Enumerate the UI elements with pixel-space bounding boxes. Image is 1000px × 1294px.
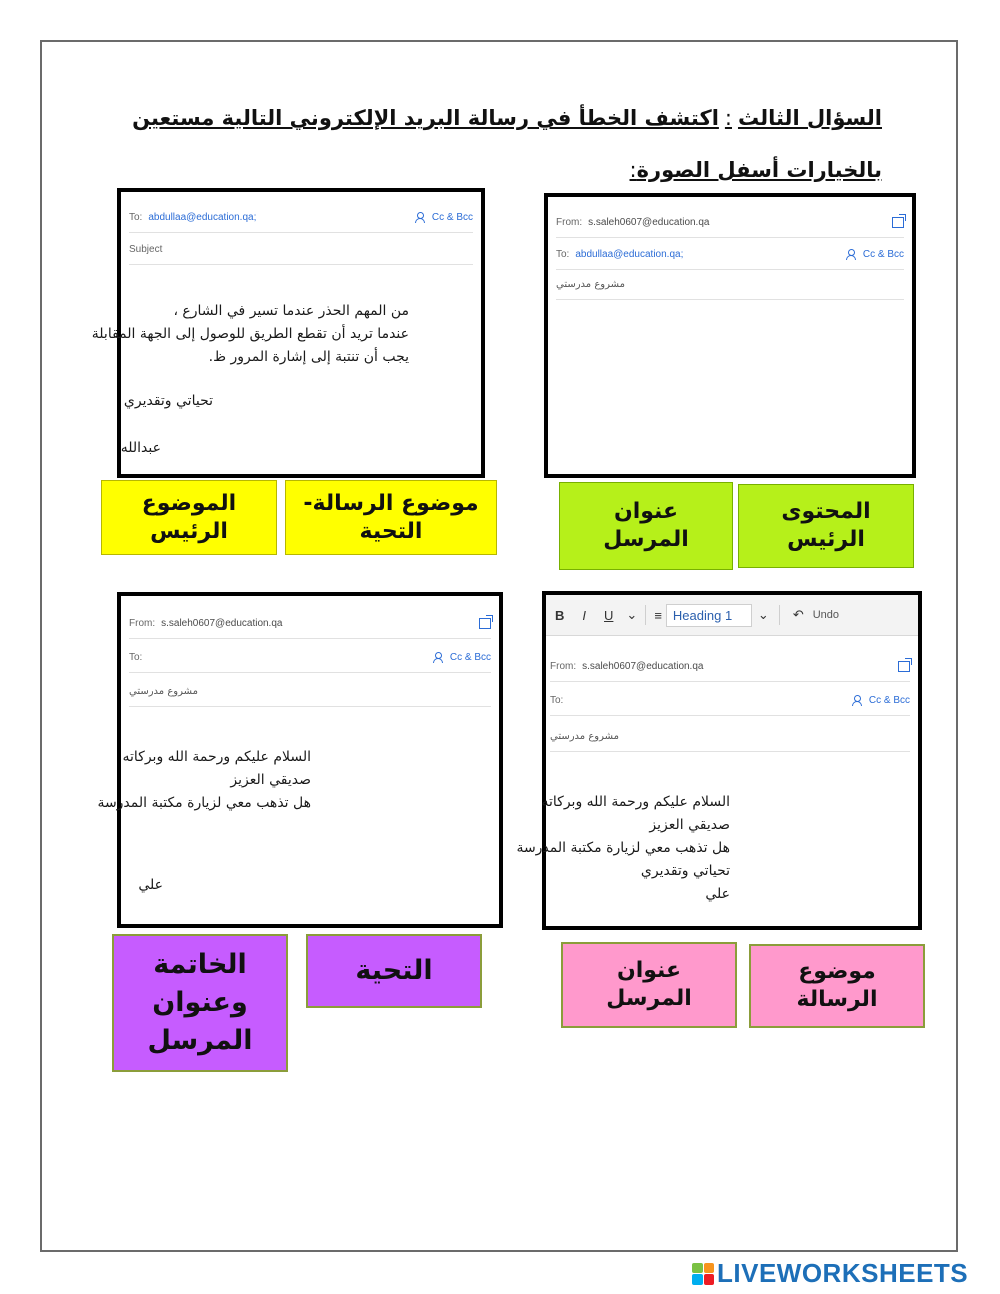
contact-person-icon [852,695,861,706]
body-line: يجب أن تنتبة إلى إشارة المرور ظ. [208,349,409,365]
body-line: صديقي العزيز [649,817,730,833]
style-dropdown[interactable]: Heading 1 [666,604,752,627]
body-line: هل تذهب معي لزيارة مكتبة المدرسة [97,795,311,811]
liveworksheets-logo [692,1258,968,1289]
subject-row [129,234,473,265]
body-line: هل تذهب معي لزيارة مكتبة المدرسة [516,840,730,856]
from-label: From: [550,660,577,672]
from-address: s.saleh0607@education.qa [582,660,704,672]
subject-row [129,676,491,707]
to-label: To: [129,211,143,223]
subject-placeholder: Subject [129,243,163,255]
to-row [129,642,491,673]
email-closing [124,390,213,413]
option-main-content[interactable]: المحتوى الرئيس [738,484,914,568]
option-message-subject[interactable]: موضوع الرسالة [749,944,925,1028]
from-row [129,608,491,639]
to-row [556,239,904,270]
email-body [92,300,409,369]
body-line: علي [705,886,730,902]
popout-icon [898,661,910,672]
toolbar-divider [779,605,780,625]
subject-row [550,721,910,752]
body-line: صديقي العزيز [230,772,311,788]
email-screenshot-2 [544,193,916,478]
contact-person-icon [415,212,424,223]
cc-bcc-link: Cc & Bcc [449,651,491,663]
body-line: تحياتي وتقديري [640,863,730,879]
question-separator: : [724,106,732,130]
closing-line: تحياتي وتقديري [123,393,213,409]
email-screenshot-4 [516,591,922,930]
chevron-down-icon[interactable]: ⌄ [757,607,769,622]
email-body [516,791,730,906]
contact-person-icon [433,652,442,663]
to-address: abdullaa@education.qa; [148,211,257,223]
option-main-subject[interactable]: الموضوع الرئيس [101,480,277,555]
email-signature [121,437,161,460]
question-title-line2 [630,158,882,182]
to-row [550,685,910,716]
to-label: To: [556,248,570,260]
from-address: s.saleh0607@education.qa [161,617,283,629]
body-line: السلام عليكم ورحمة الله وبركاته [122,749,311,765]
email-body [97,746,311,815]
subject-text: مشروع مدرستي [556,278,625,290]
cc-bcc-link: Cc & Bcc [868,694,910,706]
logo-text: LIVEWORKSHEETS [717,1258,969,1288]
from-row [556,207,904,238]
popout-icon [479,618,491,629]
italic-button[interactable]: I [582,607,587,623]
option-closing-sender[interactable]: الخاتمة وعنوان المرسل [112,934,288,1072]
paragraph-icon[interactable]: ≡ [654,607,662,623]
underline-button[interactable]: U [604,607,614,623]
subject-row [556,269,904,300]
undo-icon[interactable]: ↶ [792,607,804,622]
signature-line: عبدالله [120,440,161,456]
format-toolbar [546,595,918,636]
option-sender-address-2[interactable]: عنوان المرسل [561,942,737,1028]
to-address: abdullaa@education.qa; [575,248,684,260]
bold-button[interactable]: B [555,607,565,623]
toolbar-divider [645,605,646,625]
to-row [129,202,473,233]
email-screenshot-1 [91,188,485,478]
body-line: من المهم الحذر عندما تسير في الشارع ، [173,303,409,319]
cc-bcc-link: Cc & Bcc [862,248,904,260]
email-screenshot-3 [97,592,503,928]
question-instruction: اكتشف الخطأ في رسالة البريد الإلكتروني التالية مستعين [132,106,719,130]
logo-grid-icon [692,1263,714,1285]
from-label: From: [129,617,156,629]
from-address: s.saleh0607@education.qa [588,216,710,228]
from-row [550,651,910,682]
chevron-down-icon[interactable]: ⌄ [626,607,638,622]
signature-line: علي [138,877,163,893]
body-line: عندما تريد أن تقطع الطريق للوصول إلى الجهة المقابلة [91,326,409,342]
body-line: السلام عليكم ورحمة الله وبركاته [541,794,730,810]
question-heading: السؤال الثالث [737,106,882,130]
to-label: To: [129,651,143,663]
from-label: From: [556,216,583,228]
contact-person-icon [846,249,855,260]
undo-button[interactable]: Undo [812,609,840,621]
question-line2-end: : [629,158,637,182]
option-subject-greeting[interactable]: موضوع الرسالة- التحية [285,480,497,555]
option-sender-address[interactable]: عنوان المرسل [559,482,733,570]
question-line2: بالخيارات أسفل الصورة [636,158,882,182]
cc-bcc-link: Cc & Bcc [431,211,473,223]
to-label: To: [550,694,564,706]
email-signature [138,874,163,897]
subject-text: مشروع مدرستي [550,730,619,742]
question-title [132,106,882,130]
option-greeting[interactable]: التحية [306,934,482,1008]
popout-icon [892,217,904,228]
subject-text: مشروع مدرستي [129,685,198,697]
